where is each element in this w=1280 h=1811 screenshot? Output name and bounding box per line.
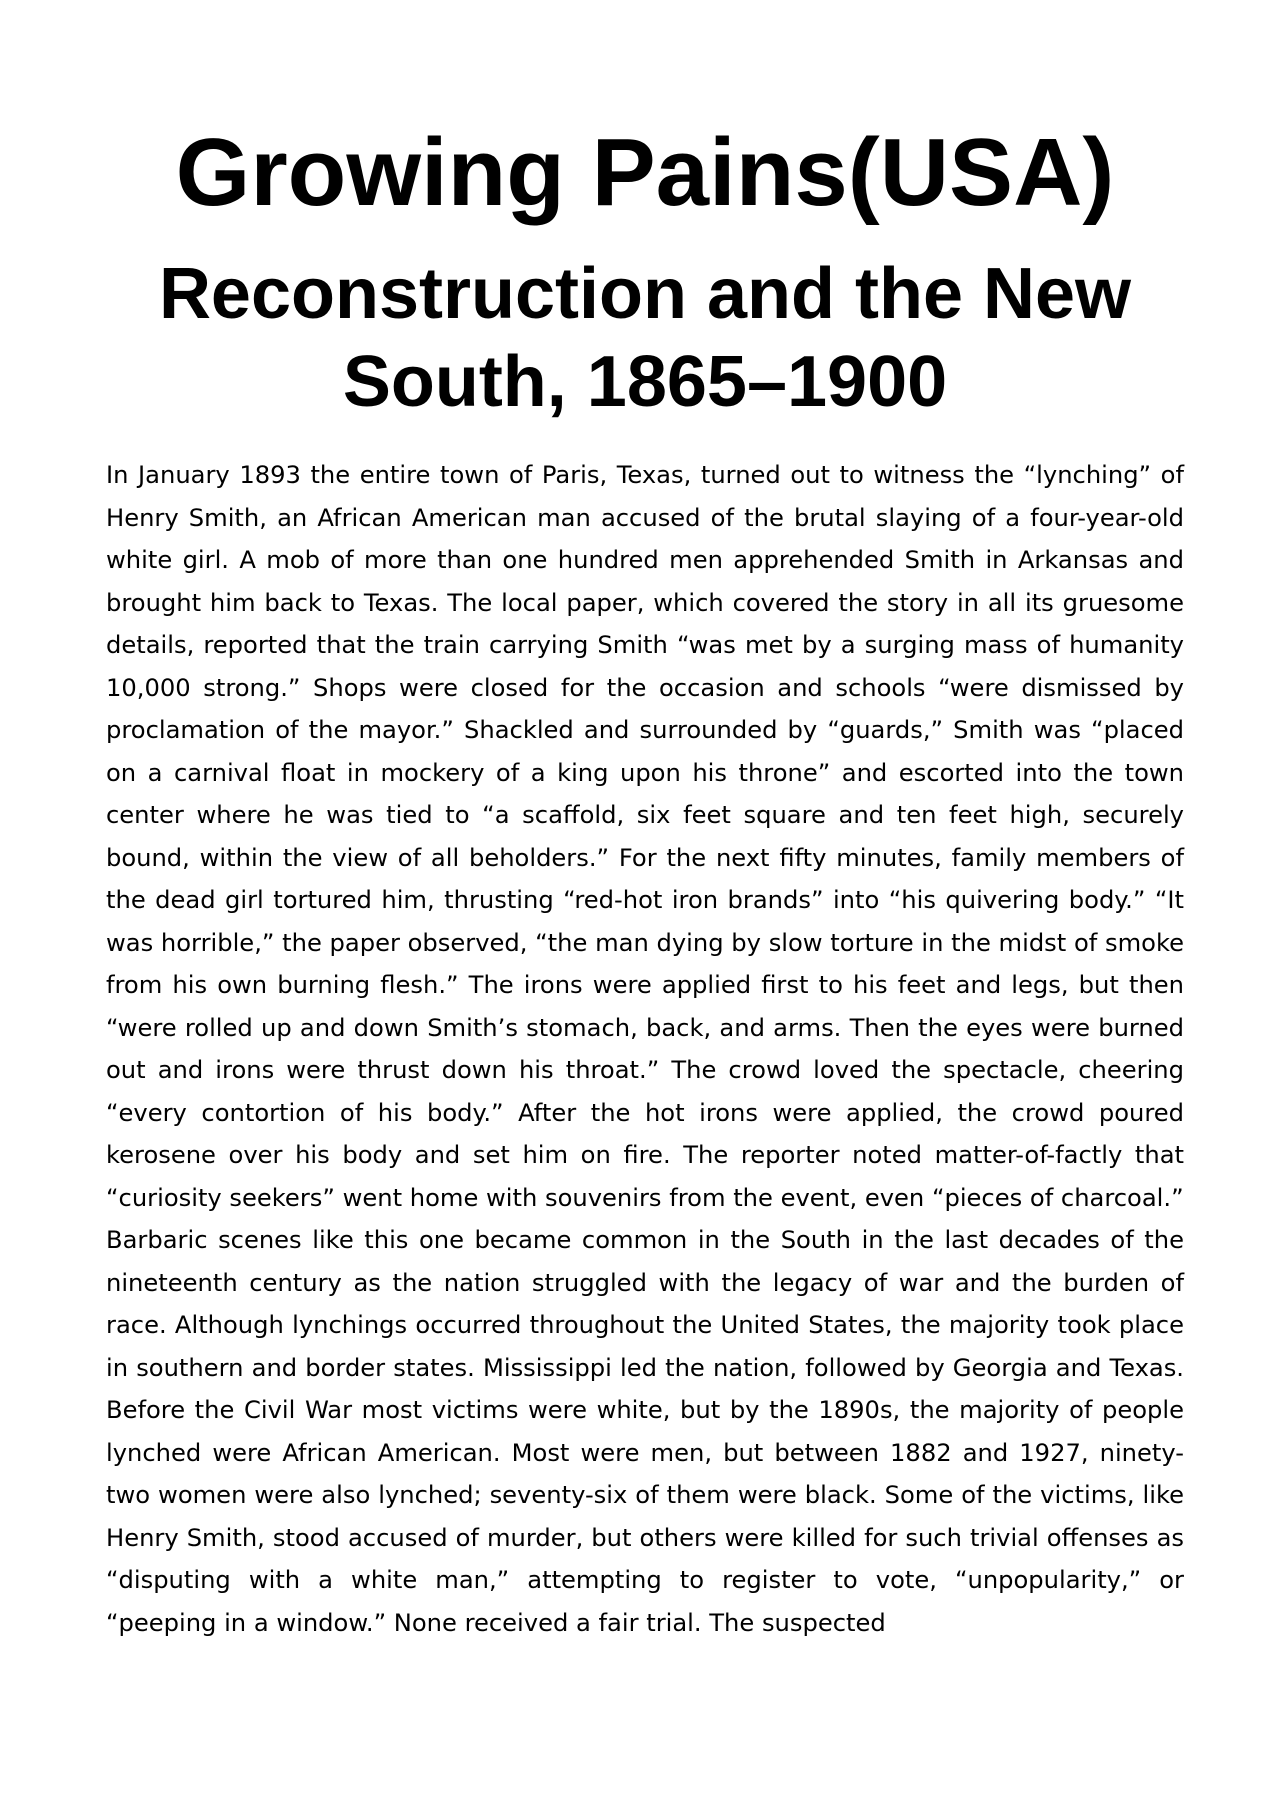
document-body bbox=[106, 454, 1184, 1644]
document-subtitle: Reconstruction and the New South, 1865–1900 bbox=[158, 254, 1132, 422]
body-paragraph-1: In January 1893 the entire town of Paris, Texas, turned out to witness the “lynching” of Henry Smith, an African American man accused of the brutal slaying of a four-year-old white girl. A mob of more than one hundred men apprehended Smith in Arkansas and brought him back to Texas. The local paper, which covered the story in all its gruesome details, reported that the train carrying Smith “was met by a surging mass of humanity 10,000 strong.” Shops were closed for the occasion and schools “were dismissed by proclamation of the mayor.” Shackled and surrounded by “guards,” Smith was “placed on a carnival float in mockery of a king upon his throne” and escorted into the town center where he was tied to “a scaffold, six feet square and ten feet high, securely bound, within the view of all beholders.” For the next fifty minutes, family members of the dead girl tortured him, thrusting “red-hot iron brands” into “his quivering body.” “It was horrible,” the paper observed, “the man dying by slow torture in the midst of smoke from his own burning flesh.” The irons were applied first to his feet and legs, but then “were rolled up and down Smith’s stomach, back, and arms. Then the eyes were burned out and irons were thrust down his throat.” The crowd loved the spectacle, cheering “every contortion of his body.” After the hot irons were applied, the crowd poured kerosene over his body and set him on fire. The reporter noted matter-of-factly that “curiosity seekers” went home with souvenirs from the event, even “pieces of charcoal.” bbox=[106, 461, 1184, 1212]
body-paragraph-2: Barbaric scenes like this one became common in the South in the last decades of the nineteenth century as the nation struggled with the legacy of war and the burden of race. Although lynchings occurred throughout the United States, the majority took place in southern and border states. Mississippi led the nation, followed by Georgia and Texas. Before the Civil War most victims were white, but by the 1890s, the majority of people lynched were African American. Most were men, but between 1882 and 1927, ninety-two women were also lynched; seventy-six of them were black. Some of the victims, like Henry Smith, stood accused of murder, but others were killed for such trivial offenses as “disputing with a white man,” attempting to register to vote, “unpopularity,” or “peeping in a window.” None received a fair trial. The suspected bbox=[106, 1226, 1184, 1637]
document-title: Growing Pains(USA) bbox=[175, 119, 1115, 226]
document-page bbox=[106, 0, 1184, 1644]
